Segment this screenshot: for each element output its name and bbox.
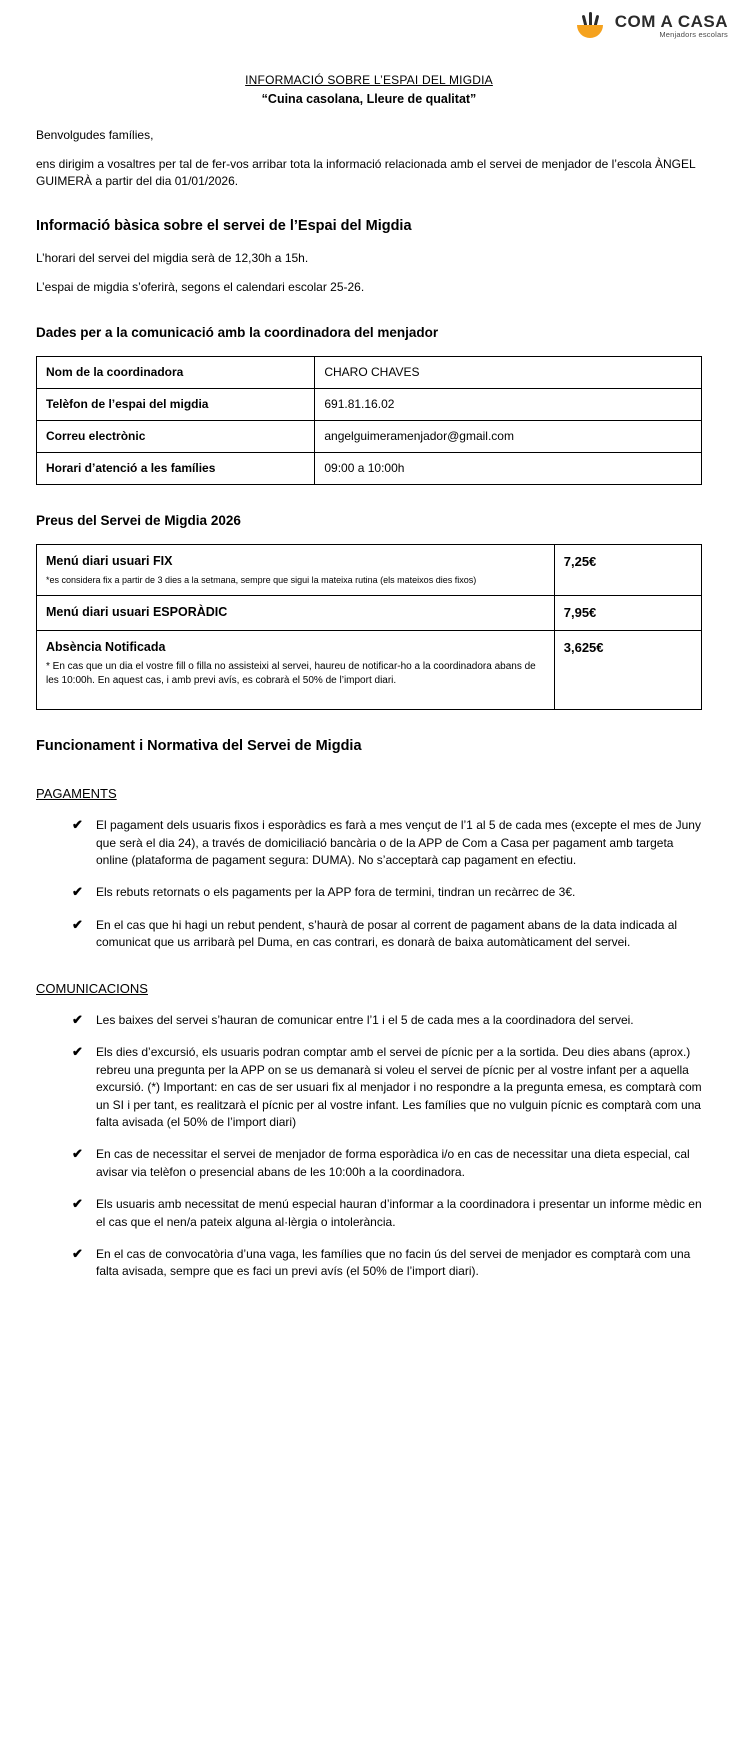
contact-label: Horari d’atenció a les famílies: [37, 452, 315, 484]
rules-heading: Funcionament i Normativa del Servei de Migdia: [36, 738, 362, 755]
table-row: [37, 544, 702, 595]
communications-heading: COMUNICACIONS: [36, 980, 148, 996]
basic-info-line-1: L’horari del servei del migdia serà de 12,30h a 15h.: [36, 251, 309, 266]
table-row: [37, 631, 702, 710]
table-row: [37, 595, 702, 630]
price-name-cell: [37, 595, 555, 630]
contact-value: 691.81.16.02: [315, 388, 702, 420]
price-name-cell: [37, 631, 555, 710]
bowl-steam-icon: [575, 11, 609, 41]
list-item: [72, 1246, 702, 1281]
list-item: [72, 1146, 702, 1181]
list-item: [72, 884, 702, 901]
document-subtitle: “Cuina casolana, Lleure de qualitat”: [261, 92, 477, 107]
price-note: *es considera fix a partir de 3 dies a la setmana, sempre que sigui la mateixa rutina (els mateixos dies fixos): [46, 574, 477, 585]
contact-label: Telèfon de l’espai del migdia: [37, 388, 315, 420]
document-title: INFORMACIÓ SOBRE L’ESPAI DEL MIGDIA: [245, 73, 493, 87]
logo-subtitle: Menjadors escolars: [659, 29, 728, 39]
table-row: [37, 452, 702, 484]
price-title: Menú diari usuari ESPORÀDIC: [46, 604, 228, 619]
check-icon: ✔: [72, 1146, 83, 1162]
prices-table: [36, 544, 702, 710]
list-item-text: En el cas de convocatòria d’una vaga, les famílies que no facin ús del servei de menjador es comptarà com una falta avisada, sempre que es faci un previ avís (el 50% de l’import diari).: [96, 1246, 691, 1279]
table-row: [37, 356, 702, 388]
price-value: 3,625€: [554, 631, 701, 710]
list-item-text: En cas de necessitar el servei de menjador de forma esporàdica i/o en cas de necessitar una dieta especial, cal avisar via telèfon o presencial abans de les 10:00h a la coordinadora.: [96, 1147, 690, 1179]
price-value: 7,25€: [554, 544, 701, 595]
basic-info-heading: Informació bàsica sobre el servei de l’Espai del Migdia: [36, 217, 412, 234]
basic-info-line-2: L’espai de migdia s’oferirà, segons el calendari escolar 25-26.: [36, 280, 365, 295]
intro-paragraph: ens dirigim a vosaltres per tal de fer-vos arribar tota la informació relacionada amb el servei de menjador de l’escola ÀNGEL GUIMERÀ a partir del dia 01/01/2026.: [36, 156, 696, 188]
list-item: [72, 817, 702, 869]
list-item: [72, 1044, 702, 1131]
greeting-text: Benvolgudes famílies,: [36, 127, 154, 142]
payments-heading: PAGAMENTS: [36, 785, 117, 801]
check-icon: ✔: [72, 884, 83, 900]
list-item: [72, 917, 702, 952]
price-value: 7,95€: [554, 595, 701, 630]
logo-title: COM A CASA: [614, 12, 728, 32]
price-name-cell: [37, 544, 555, 595]
contact-label: Nom de la coordinadora: [37, 356, 315, 388]
list-item-text: Els rebuts retornats o els pagaments per la APP fora de termini, tindran un recàrrec de 3€.: [96, 885, 576, 900]
price-note: * En cas que un dia el vostre fill o filla no assisteixi al servei, haureu de notificar-ho a la coordinadora abans de les 10:00h. En aquest cas, i amb previ avís, es cobrarà el 50% de l’import diari.: [46, 660, 536, 687]
list-item-text: Els dies d’excursió, els usuaris podran comptar amb el servei de pícnic per a la sortida. Deu dies abans (aprox.) rebreu una pregunta per la APP on se us demanarà si voleu el servei de pícnic per al vostre infant per a aquella excursió. (*) Important: en cas de ser usuari fix al menjador i no respondre a la pregunta emesa, es comptarà com un SI i per tant, es realitzarà el pícnic per al vostre infant. Les famílies que no vulguin pícnic es comptarà com una falta avisada (el 50% de l’import diari): [96, 1045, 702, 1129]
communications-list: [36, 1012, 702, 1281]
contact-table: [36, 356, 702, 485]
check-icon: ✔: [72, 1245, 83, 1261]
list-item-text: Els usuaris amb necessitat de menú especial hauran d’informar a la coordinadora i presentar un informe mèdic en el cas que el nen/a pateix alguna al·lèrgia o intolerància.: [96, 1197, 702, 1229]
contact-value: angelguimeramenjador@gmail.com: [315, 420, 702, 452]
payments-list: [36, 817, 702, 951]
list-item-text: En el cas que hi hagi un rebut pendent, s’haurà de posar al corrent de pagament abans de la data indicada al comunicat que us arribarà pel Duma, en cas contrari, es donarà de baixa automàticament del servei.: [96, 917, 678, 950]
list-item-text: El pagament dels usuaris fixos i esporàdics es farà a mes vençut de l’1 al 5 de cada mes (excepte el mes de Juny que serà el dia 24), a través de domiciliació bancària o de la APP de Com a Casa per pagament amb targeta online (plataforma de pagament segura: DUMA). No s’acceptarà cap pagament en efectiu.: [96, 818, 701, 868]
contact-value: 09:00 a 10:00h: [315, 452, 702, 484]
contact-heading: Dades per a la comunicació amb la coordinadora del menjador: [36, 324, 439, 340]
list-item: [72, 1196, 702, 1231]
check-icon: ✔: [72, 817, 83, 833]
contact-value: CHARO CHAVES: [315, 356, 702, 388]
list-item: [72, 1012, 702, 1029]
check-icon: ✔: [72, 1044, 83, 1060]
list-item-text: Les baixes del servei s’hauran de comunicar entre l’1 i el 5 de cada mes a la coordinadora del servei.: [96, 1013, 634, 1028]
check-icon: ✔: [72, 1012, 83, 1028]
prices-heading: Preus del Servei de Migdia 2026: [36, 512, 241, 528]
table-row: [37, 420, 702, 452]
table-row: [37, 388, 702, 420]
price-title: Menú diari usuari FIX: [46, 553, 173, 568]
brand-logo: [0, 0, 738, 52]
price-title: Absència Notificada: [46, 640, 166, 655]
check-icon: ✔: [72, 1196, 83, 1212]
contact-label: Correu electrònic: [37, 420, 315, 452]
check-icon: ✔: [72, 916, 83, 932]
